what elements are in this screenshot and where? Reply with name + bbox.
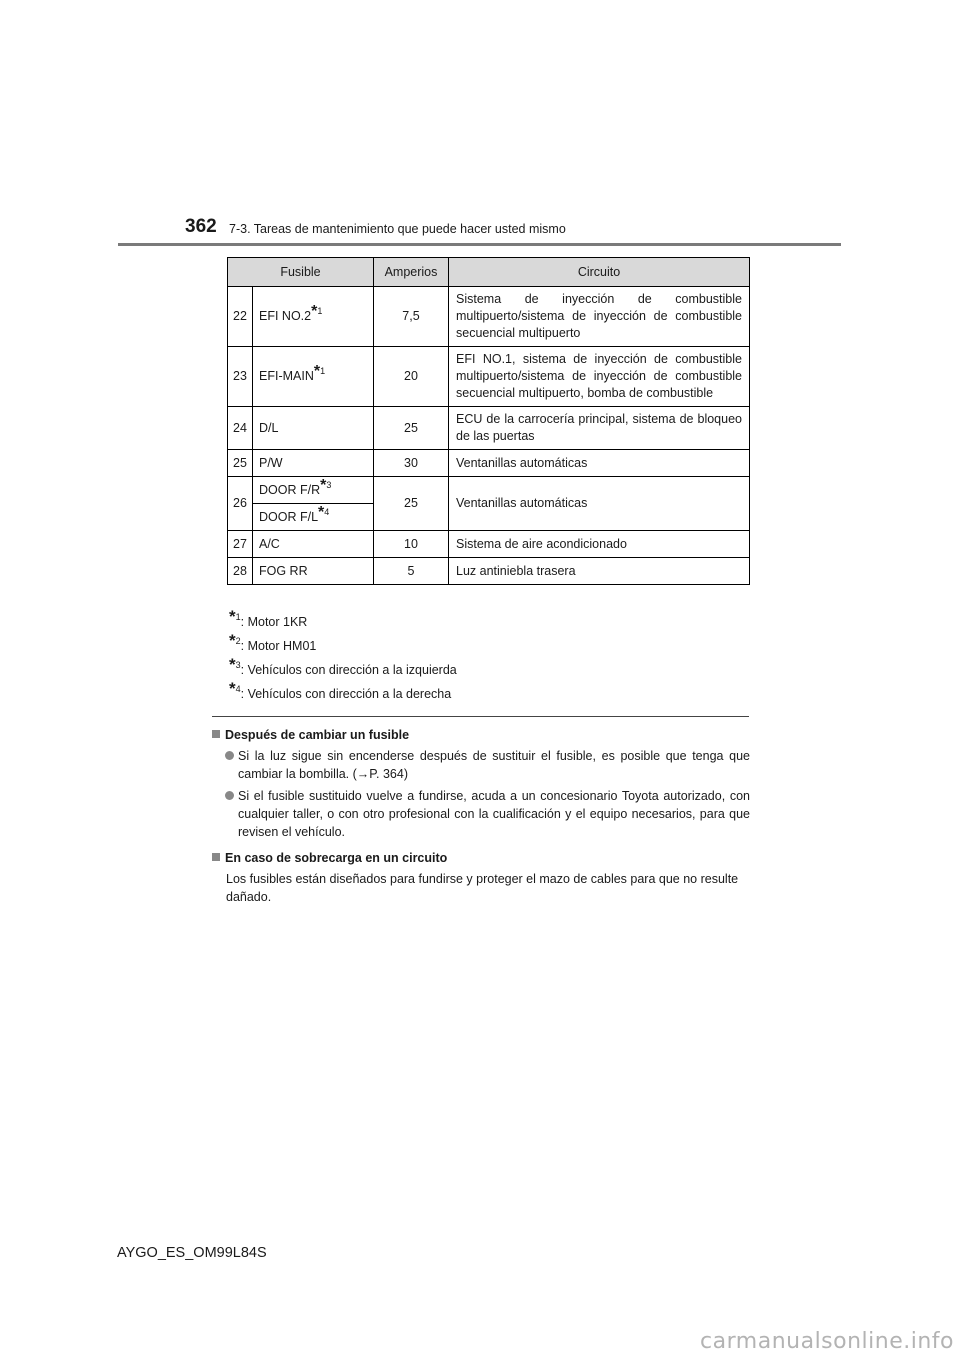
table-header-row bbox=[228, 258, 750, 287]
section-title: 7-3. Tareas de mantenimiento que puede hacer usted mismo bbox=[229, 222, 566, 236]
info-divider bbox=[212, 716, 749, 717]
fuse-name: D/L bbox=[253, 407, 374, 450]
footnote-mark: 3 bbox=[235, 660, 241, 670]
fuse-number: 22 bbox=[228, 287, 253, 347]
footnote-asterisk: * bbox=[313, 363, 321, 380]
fuse-amps: 30 bbox=[374, 450, 449, 477]
circle-bullet-icon bbox=[225, 791, 234, 800]
fuse-name: DOOR F/L*$^4$ bbox=[253, 504, 374, 531]
fuse-number: 23 bbox=[228, 347, 253, 407]
footnote-ref: 4 bbox=[324, 506, 330, 517]
footnote-text: : Vehículos con dirección a la izquierda bbox=[240, 663, 457, 677]
footnote-mark: 2 bbox=[235, 636, 241, 646]
fuse-amps: 25 bbox=[374, 407, 449, 450]
table-row bbox=[228, 287, 750, 347]
circle-bullet-icon bbox=[225, 751, 234, 760]
fuse-table bbox=[227, 257, 750, 585]
fuse-name: FOG RR bbox=[253, 558, 374, 585]
fuse-name: DOOR F/R*$^3$ bbox=[253, 477, 374, 504]
square-bullet-icon bbox=[212, 730, 220, 738]
header-divider bbox=[118, 243, 841, 246]
footnote: *$^1$: Motor 1KR bbox=[229, 607, 308, 629]
footnote-asterisk: * bbox=[311, 303, 318, 320]
fuse-amps: 10 bbox=[374, 531, 449, 558]
footnote-text: : Motor 1KR bbox=[240, 615, 308, 629]
fuse-number: 25 bbox=[228, 450, 253, 477]
info-heading: En caso de sobrecarga en un circuito bbox=[212, 849, 750, 867]
fuse-amps: 7,5 bbox=[374, 287, 449, 347]
footnote-mark: 4 bbox=[235, 684, 241, 694]
footnote: *$^3$: Vehículos con dirección a la izquierda bbox=[229, 655, 457, 677]
footnote: *$^2$: Motor HM01 bbox=[229, 631, 317, 653]
column-header-circuit: Circuito bbox=[449, 258, 750, 287]
fuse-circuit: EFI NO.1, sistema de inyección de combustible multipuerto/sistema de inyección de combustible secuencial multipuerto, bomba de combustible bbox=[449, 347, 750, 407]
table-row bbox=[228, 450, 750, 477]
footnote-asterisk: * bbox=[320, 476, 327, 494]
fuse-circuit: Sistema de aire acondicionado bbox=[449, 531, 750, 558]
square-bullet-icon bbox=[212, 853, 220, 861]
fuse-name: A/C bbox=[253, 531, 374, 558]
footnote-text: : Motor HM01 bbox=[240, 639, 317, 653]
fuse-number: 26 bbox=[228, 477, 253, 531]
table-row bbox=[228, 531, 750, 558]
info-paragraph: Los fusibles están diseñados para fundirse y proteger el mazo de cables para que no resulte dañado. bbox=[226, 872, 739, 904]
fuse-number: 24 bbox=[228, 407, 253, 450]
footnote-ref: 1 bbox=[320, 366, 326, 376]
footnote-text: : Vehículos con dirección a la derecha bbox=[240, 687, 452, 701]
fuse-amps: 20 bbox=[374, 347, 449, 407]
footnote-mark: 1 bbox=[235, 612, 241, 622]
table-row bbox=[228, 558, 750, 585]
fuse-circuit: Ventanillas automáticas bbox=[449, 450, 750, 477]
table-row bbox=[228, 477, 750, 504]
page-number: 362 bbox=[185, 216, 217, 237]
fuse-name: P/W bbox=[253, 450, 374, 477]
column-header-fuse: Fusible bbox=[228, 258, 374, 287]
footnotes bbox=[229, 607, 457, 706]
info-heading: Después de cambiar un fusible bbox=[212, 726, 750, 744]
table-row bbox=[228, 407, 750, 450]
fuse-circuit: Ventanillas automáticas bbox=[449, 477, 750, 531]
column-header-amps: Amperios bbox=[374, 258, 449, 287]
fuse-circuit: ECU de la carrocería principal, sistema de bloqueo de las puertas bbox=[449, 407, 750, 450]
footnote-asterisk: * bbox=[318, 503, 325, 521]
fuse-number: 27 bbox=[228, 531, 253, 558]
fuse-name: EFI-MAIN*$^1$ bbox=[253, 347, 374, 407]
fuse-name: EFI NO.2*$^1$ bbox=[253, 287, 374, 347]
footnote-ref: 3 bbox=[326, 479, 332, 490]
document-code: AYGO_ES_OM99L84S bbox=[117, 1245, 267, 1261]
fuse-circuit: Luz antiniebla trasera bbox=[449, 558, 750, 585]
fuse-amps: 5 bbox=[374, 558, 449, 585]
fuse-number: 28 bbox=[228, 558, 253, 585]
footnote: *$^4$: Vehículos con dirección a la derecha bbox=[229, 679, 452, 701]
info-section bbox=[212, 726, 750, 906]
info-bullet: Si la luz sigue sin encenderse después de sustituir el fusible, es posible que tenga que cambiar la bombilla. (→P. 364) bbox=[212, 747, 750, 783]
fuse-amps: 25 bbox=[374, 477, 449, 531]
info-bullet: Si el fusible sustituido vuelve a fundirse, acuda a un concesionario Toyota autorizado, con cualquier taller, o con otro profesional con la cualificación y el equipo necesarios, para que revisen el vehículo. bbox=[212, 787, 750, 841]
footnote-ref: 1 bbox=[317, 306, 323, 316]
table-row bbox=[228, 347, 750, 407]
watermark: carmanualsonline.info bbox=[700, 1329, 954, 1354]
fuse-circuit: Sistema de inyección de combustible multipuerto/sistema de inyección de combustible secuencial multipuerto bbox=[449, 287, 750, 347]
